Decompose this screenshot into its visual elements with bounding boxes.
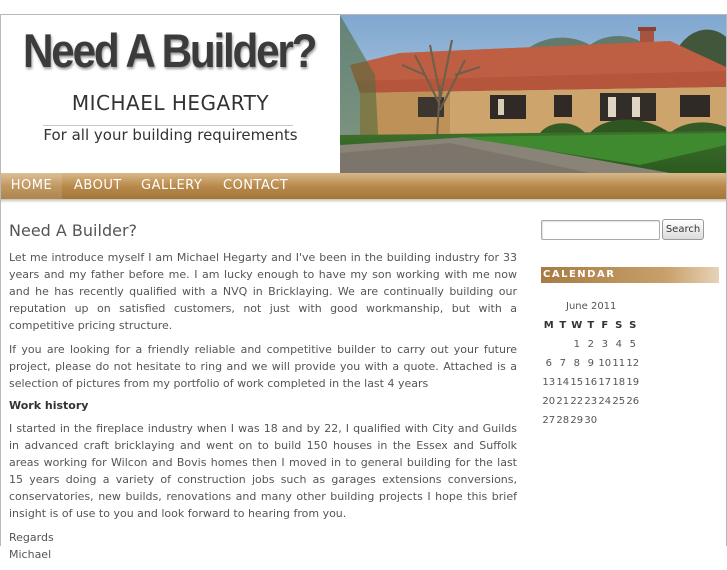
calendar-day-header: S [629, 320, 637, 331]
calendar-day: 3 [601, 339, 608, 350]
intro-paragraph: Let me introduce myself I am Michael Hegarty and I've been in the building industry for 33 years and my father before me. I am lucky enough to have my son working with me now and he has recently qualified with a NVQ in Bricklaying. We are continually building our reputation up on satisfied customers, not just with good workmanship, but with a competitive pricing structure. [9, 251, 517, 332]
header-house-photo [340, 15, 726, 173]
calendar-day-header: T [559, 320, 567, 331]
search-button[interactable]: Search [662, 219, 704, 240]
calendar-day: 8 [573, 358, 580, 369]
calendar-caption: June 2011 [566, 301, 617, 312]
calendar-day: 19 [626, 377, 640, 388]
calendar-day: 20 [542, 396, 556, 407]
calendar-day: 15 [570, 377, 584, 388]
calendar-day: 2 [587, 339, 594, 350]
calendar-day: 27 [542, 415, 556, 426]
work-history-heading: Work history [9, 399, 89, 412]
logo-name: MICHAEL HEGARTY [71, 91, 270, 115]
calendar-day: 18 [612, 377, 626, 388]
calendar-day-header: W [571, 320, 583, 331]
calendar-day: 12 [626, 358, 640, 369]
regards-text: Regards [9, 531, 54, 544]
page-frame [0, 14, 727, 561]
nav-shadow [1, 199, 726, 203]
calendar-day-header: S [615, 320, 623, 331]
calendar-day: 11 [612, 358, 626, 369]
calendar-day: 28 [556, 415, 570, 426]
offer-paragraph: If you are looking for a friendly reliable and competitive builder to carry out your future project, please do not hesitate to ring and we will provide you with a quote. Attached is a selection of pictures from my portfolio of work completed in the last 4 years [9, 343, 517, 390]
nav-home[interactable]: HOME [1, 173, 62, 199]
site-header [1, 15, 726, 173]
calendar-day-header: F [601, 320, 609, 331]
work-history-paragraph: I started in the fireplace industry when I was 18 and by 22, I qualified with City and Guilds in advanced craft bricklaying and went on to build 150 houses in the Essex and Suffolk areas working for Wilcon and Bovis homes then I moved in to general building for the last 15 years doing a variety of construction jobs such as garages extensions conversions, conservatories, new builds, renovations and many other building projects I hope this brief insight is of use to you and look forward to hearing from you. [9, 422, 517, 520]
logo-title: Need A Builder? [23, 24, 316, 77]
calendar-day: 24 [598, 396, 612, 407]
nav-gallery[interactable]: GALLERY [141, 178, 203, 193]
calendar-title: CALENDAR [541, 267, 719, 283]
calendar-day: 17 [598, 377, 612, 388]
calendar-day: 26 [626, 396, 640, 407]
calendar-day: 10 [598, 358, 612, 369]
calendar-day: 1 [573, 339, 580, 350]
logo-tagline: For all your building requirements [43, 126, 298, 144]
calendar-day-header: T [587, 320, 595, 331]
calendar-day-header: M [543, 320, 554, 331]
calendar-day: 13 [542, 377, 556, 388]
calendar-day: 22 [570, 396, 584, 407]
site-logo[interactable] [1, 15, 340, 173]
main-nav [1, 173, 726, 199]
page-title: Need A Builder? [9, 221, 138, 240]
calendar-day: 30 [584, 415, 598, 426]
calendar-day: 4 [615, 339, 622, 350]
calendar-day: 29 [570, 415, 584, 426]
main-content [9, 221, 517, 570]
calendar-day: 21 [556, 396, 570, 407]
calendar-day: 6 [545, 358, 552, 369]
nav-about[interactable]: ABOUT [74, 178, 122, 193]
search-input[interactable] [541, 220, 660, 240]
calendar-day: 23 [584, 396, 598, 407]
calendar-day: 7 [559, 358, 566, 369]
calendar-day: 25 [612, 396, 626, 407]
calendar-day: 9 [587, 358, 594, 369]
calendar-day: 14 [556, 377, 570, 388]
calendar-day: 5 [629, 339, 636, 350]
calendar-day: 16 [584, 377, 598, 388]
signature-text: Michael [9, 548, 52, 561]
nav-contact[interactable]: CONTACT [223, 178, 289, 193]
